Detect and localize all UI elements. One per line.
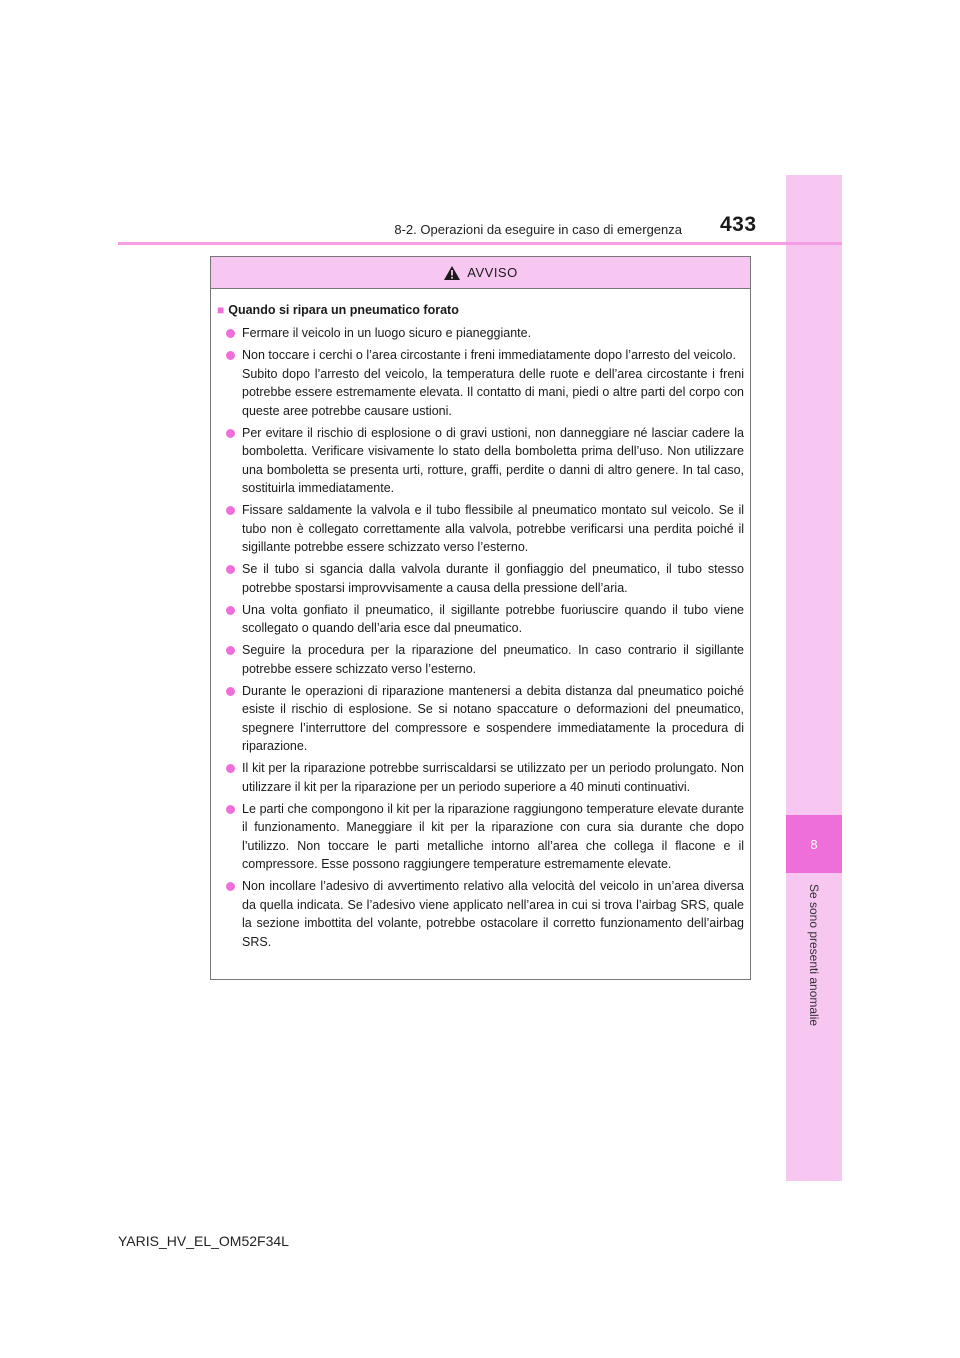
bullet-icon	[226, 805, 235, 814]
warning-title: AVVISO	[467, 265, 518, 280]
list-item: Durante le operazioni di riparazione mantenersi a debita distanza dal pneumatico poiché esiste il rischio di esplosione. Se si notano spaccature o deformazioni del pneumatico, spegnere l’interruttore del compressore e sospendere immediatamente la procedura di riparazione.	[217, 682, 744, 756]
list-item: Le parti che compongono il kit per la riparazione raggiungono temperature elevate durante il funzionamento. Maneggiare il kit per la riparazione con cura sia durante che dopo l’utilizzo. Non toccare le parti metalliche intorno all’area che collega il flacone e il compressore. Esse possono raggiungere temperature estremamente elevate.	[217, 800, 744, 874]
list-item: Non incollare l’adesivo di avvertimento relativo alla velocità del veicolo in un’area diversa da quella indicata. Se l’adesivo viene applicato nell’area in cui si trova l’airbag SRS, quale la sezione imbottita del volante, potrebbe ostacolare il corretto funzionamento dell’airbag SRS.	[217, 877, 744, 951]
warning-header	[211, 257, 750, 289]
list-item: Il kit per la riparazione potrebbe surriscaldarsi se utilizzato per un periodo prolungato. Non utilizzare il kit per la riparazione per un periodo superiore a 40 minuti continuativi.	[217, 759, 744, 796]
list-item: Non toccare i cerchi o l’area circostante i freni immediatamente dopo l’arresto del veicolo. Subito dopo l’arresto del veicolo, la temperatura delle ruote e dell’area circostante i freni potrebbe essere estremamente elevata. Il contatto di mani, piedi o altre parti del corpo con queste aree potrebbe causare ustioni.	[217, 346, 744, 420]
warning-section-title: ■ Quando si ripara un pneumatico forato	[217, 303, 459, 317]
bullet-icon	[226, 764, 235, 773]
bullet-icon	[226, 687, 235, 696]
list-item: Per evitare il rischio di esplosione o di gravi ustioni, non danneggiare né lasciar cadere la bomboletta. Verificare visivamente lo stato della bomboletta prima dell’uso. Non utilizzare una bomboletta se presenta urti, rotture, graffi, perdite o danni di altro genere. In tal caso, sostituirla immediatamente.	[217, 424, 744, 498]
bullet-icon	[226, 429, 235, 438]
warning-box	[210, 256, 751, 980]
bullet-icon	[226, 646, 235, 655]
bullet-icon	[226, 329, 235, 338]
warning-body	[211, 289, 750, 951]
warning-triangle-icon	[443, 265, 461, 281]
bullet-icon	[226, 506, 235, 515]
header-divider	[118, 242, 842, 245]
bullet-icon	[226, 351, 235, 360]
list-item: Una volta gonfiato il pneumatico, il sigillante potrebbe fuoriuscire quando il tubo viene scollegato o quando dell’aria esce dal pneumatico.	[217, 601, 744, 638]
list-item: Seguire la procedura per la riparazione del pneumatico. In caso contrario il sigillante potrebbe essere schizzato verso l’esterno.	[217, 641, 744, 678]
list-item: Se il tubo si sgancia dalla valvola durante il gonfiaggio del pneumatico, il tubo stesso potrebbe spostarsi improvvisamente a causa della pressione dell’aria.	[217, 560, 744, 597]
page-number: 433	[720, 213, 757, 236]
document-code: YARIS_HV_EL_OM52F34L	[118, 1233, 289, 1249]
square-bullet-icon: ■	[217, 303, 225, 317]
chapter-number: 8	[810, 836, 818, 852]
list-item: Fissare saldamente la valvola e il tubo flessibile al pneumatico montato sul veicolo. Se il tubo non è collegato correttamente alla valvola, potrebbe verificarsi una perdita poiché il sigillante potrebbe essere schizzato verso l’esterno.	[217, 501, 744, 557]
list-item: Fermare il veicolo in un luogo sicuro e pianeggiante.	[217, 324, 744, 343]
bullet-icon	[226, 882, 235, 891]
chapter-side-tab	[786, 175, 842, 1181]
bullet-icon	[226, 565, 235, 574]
chapter-label: Se sono presenti anomalie	[807, 883, 821, 1027]
section-heading: 8-2. Operazioni da eseguire in caso di emergenza	[394, 222, 682, 237]
bullet-icon	[226, 606, 235, 615]
chapter-number-tab	[786, 815, 842, 873]
